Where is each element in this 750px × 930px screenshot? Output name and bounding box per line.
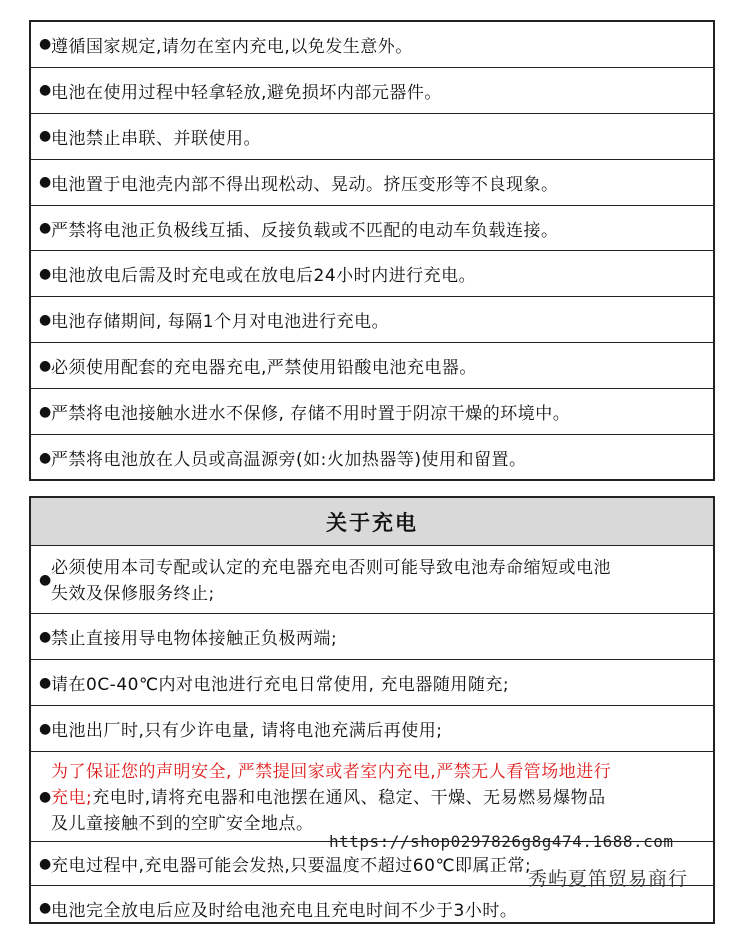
item-line <box>51 785 611 811</box>
list-item <box>31 389 713 435</box>
bullet-icon: ● <box>39 628 52 645</box>
item-line: 及儿童接触不到的空旷安全地点。 <box>51 814 314 834</box>
item-text: 严禁将电池放在人员或高温源旁(如:火加热器等)使用和留置。 <box>51 450 527 471</box>
item-line: 必须使用本司专配或认定的充电器充电否则可能导致电池寿命缩短或电池 <box>51 558 611 578</box>
list-item <box>31 206 713 252</box>
bullet-icon: ● <box>39 900 52 916</box>
bullet-icon: ● <box>39 788 52 805</box>
bullet-icon: ● <box>39 449 52 466</box>
list-item <box>31 114 713 160</box>
watermark-url: https://shop0297826g8g474.1688.com <box>329 832 674 851</box>
bullet-icon: ● <box>39 220 52 236</box>
item-text: 禁止直接用导电物体接触正负极两端; <box>51 629 338 649</box>
list-item <box>31 68 713 114</box>
list-item <box>31 706 713 752</box>
bullet-icon: ● <box>39 357 52 374</box>
list-item <box>31 886 713 930</box>
list-item <box>31 22 713 68</box>
item-text: 充电过程中,充电器可能会发热,只要温度不超过60℃即属正常; <box>51 856 532 876</box>
bullet-icon: ● <box>39 128 52 145</box>
warning-text: 充电; <box>51 788 93 808</box>
list-item <box>31 752 713 842</box>
item-text: 电池放电后需及时充电或在放电后24小时内进行充电。 <box>51 266 477 287</box>
bullet-icon: ● <box>39 855 52 872</box>
item-text <box>51 552 611 607</box>
item-text: 电池置于电池壳内部不得出现松动、晃动。挤压变形等不良现象。 <box>51 174 559 195</box>
list-item <box>31 660 713 706</box>
warning-line: 为了保证您的声明安全, 严禁提回家或者室内充电,严禁无人看管场地进行 <box>51 762 612 782</box>
item-text: 必须使用配套的充电器充电,严禁使用铅酸电池充电器。 <box>51 358 477 379</box>
bullet-icon: ● <box>39 571 52 588</box>
item-text: 严禁将电池正负极线互插、反接负载或不匹配的电动车负载连接。 <box>51 220 559 241</box>
list-item <box>31 297 713 343</box>
item-line-rest: 充电时,请将充电器和电池摆在通风、稳定、干燥、无易燃易爆物品 <box>92 788 606 808</box>
item-text: 电池在使用过程中轻拿轻放,避免损坏内部元器件。 <box>51 82 442 103</box>
list-item <box>31 546 713 614</box>
bullet-icon: ● <box>39 265 52 282</box>
list-item <box>31 614 713 660</box>
item-text: 电池存储期间, 每隔1个月对电池进行充电。 <box>51 312 390 333</box>
list-item <box>31 160 713 206</box>
list-item <box>31 251 713 297</box>
bullet-icon: ● <box>39 674 52 691</box>
item-text: 电池禁止串联、并联使用。 <box>51 128 261 149</box>
battery-usage-table <box>29 20 715 481</box>
item-text <box>51 756 611 837</box>
item-text: 电池完全放电后应及时给电池充电且充电时间不少于3小时。 <box>51 900 518 921</box>
section-title: 关于充电 <box>31 498 713 546</box>
item-text: 电池出厂时,只有少许电量, 请将电池充满后再使用; <box>51 721 443 741</box>
bullet-icon: ● <box>39 174 52 191</box>
item-text: 严禁将电池接触水进水不保修, 存储不用时置于阴凉干燥的环境中。 <box>51 404 571 425</box>
list-item <box>31 435 713 481</box>
bullet-icon: ● <box>39 720 52 737</box>
item-text: 请在0C-40℃内对电池进行充电日常使用, 充电器随用随充; <box>51 675 510 695</box>
charging-table <box>29 496 715 924</box>
item-line: 失效及保修服务终止; <box>51 584 215 604</box>
bullet-icon: ● <box>39 403 52 420</box>
item-text: 遵循国家规定,请勿在室内充电,以免发生意外。 <box>51 36 413 57</box>
bullet-icon: ● <box>39 36 52 53</box>
list-item <box>31 343 713 389</box>
watermark-shop-name: 秀屿夏笛贸易商行 <box>528 868 689 890</box>
bullet-icon: ● <box>39 311 52 328</box>
bullet-icon: ● <box>39 82 52 99</box>
